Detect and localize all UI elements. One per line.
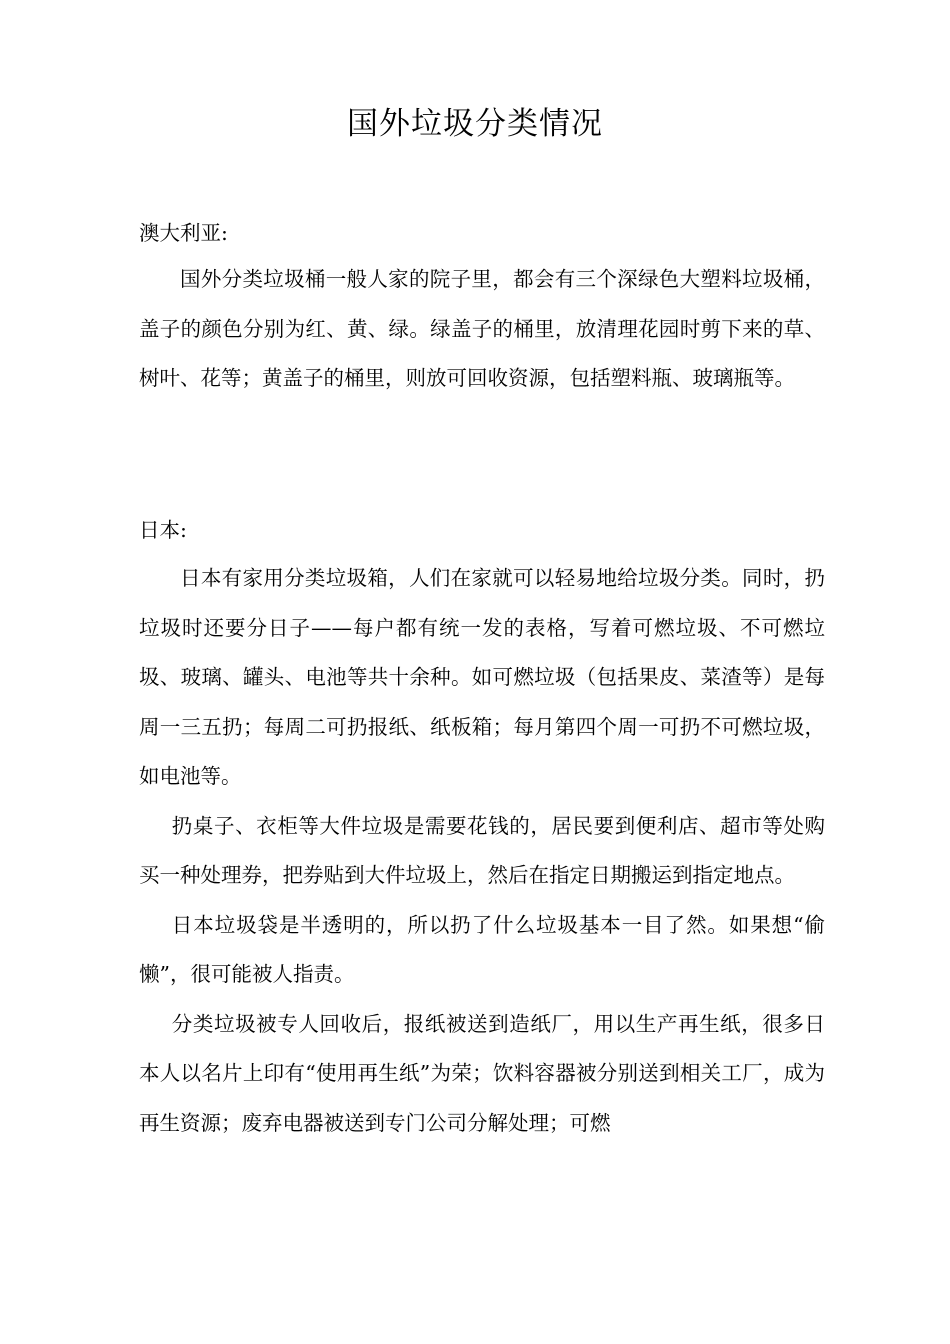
paragraph: 扔桌子、衣柜等大件垃圾是需要花钱的，居民要到便利店、超市等处购买一种处理券，把券贴到大件垃圾上，然后在指定日期搬运到指定地点。 <box>139 813 825 887</box>
section-heading-japan: 日本: <box>139 518 187 542</box>
paragraph: 日本垃圾袋是半透明的，所以扔了什么垃圾基本一目了然。如果想“偷懒”，很可能被人指责。 <box>139 912 825 986</box>
section-body-japan <box>139 554 825 1148</box>
section-heading-australia: 澳大利亚: <box>139 221 228 245</box>
paragraph: 日本有家用分类垃圾箱，人们在家就可以轻易地给垃圾分类。同时，扔垃圾时还要分日子——每户都有统一发的表格，写着可燃垃圾、不可燃垃圾、玻璃、罐头、电池等共十余种。如可燃垃圾（包括果皮、菜渣等）是每周一三五扔；每周二可扔报纸、纸板箱；每月第四个周一可扔不可燃垃圾，如电池等。 <box>139 566 825 788</box>
paragraph: 分类垃圾被专人回收后，报纸被送到造纸厂，用以生产再生纸，很多日本人以名片上印有“使用再生纸”为荣；饮料容器被分别送到相关工厂，成为再生资源；废弃电器被送到专门公司分解处理；可燃 <box>139 1011 825 1135</box>
paragraph: 国外分类垃圾桶一般人家的院子里，都会有三个深绿色大塑料垃圾桶，盖子的颜色分别为红、黄、绿。绿盖子的桶里，放清理花园时剪下来的草、树叶、花等；黄盖子的桶里，则放可回收资源，包括塑料瓶、玻璃瓶等。 <box>139 267 825 390</box>
section-body-australia <box>139 255 825 404</box>
document-title: 国外垃圾分类情况 <box>347 106 603 142</box>
